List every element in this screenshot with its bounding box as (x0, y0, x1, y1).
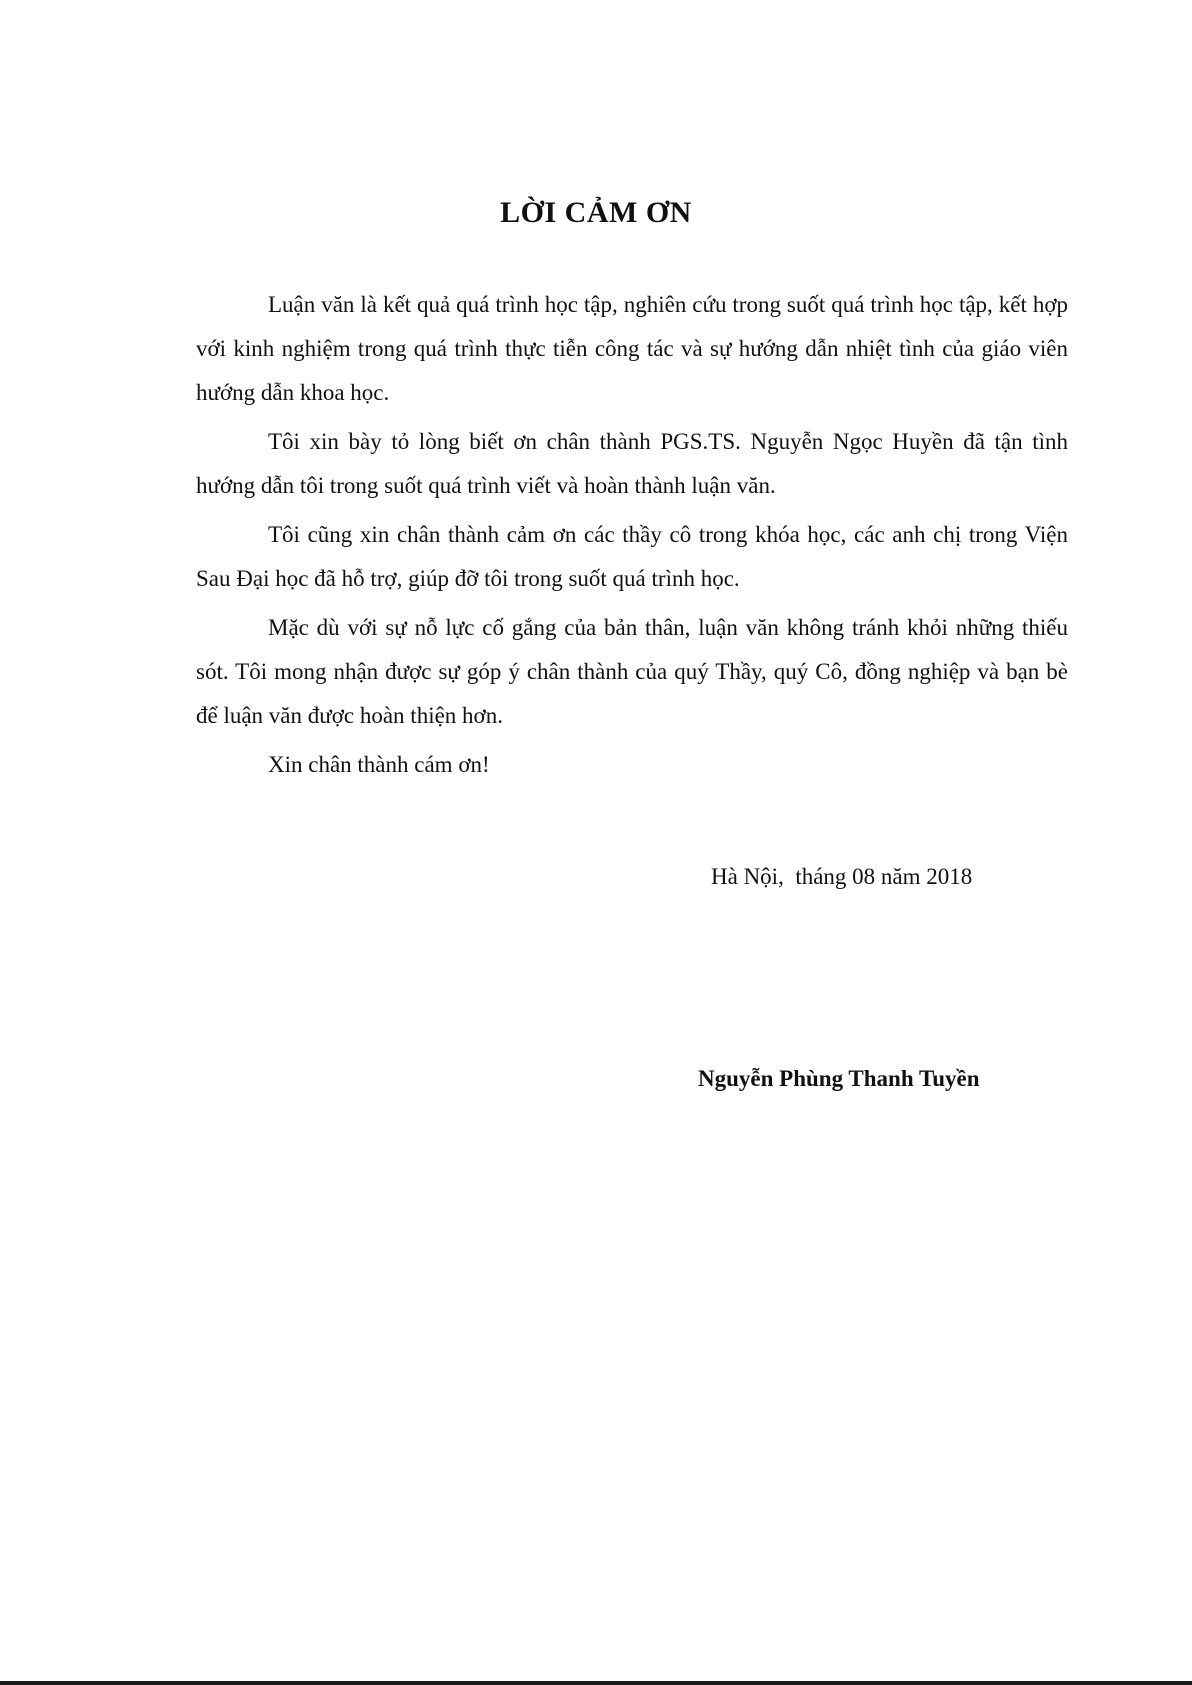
paragraph-1: Luận văn là kết quả quá trình học tập, nghiên cứu trong suốt quá trình học tập, kết hợp với kinh nghiệm trong quá trình thực tiễn công tác và sự hướng dẫn nhiệt tình của giáo viên hướng dẫn khoa học. (196, 292, 1068, 405)
body-text (196, 283, 1068, 787)
date-line: Hà Nội, tháng 08 năm 2018 (711, 864, 973, 889)
paragraph-2: Tôi xin bày tỏ lòng biết ơn chân thành PGS.TS. Nguyễn Ngọc Huyền đã tận tình hướng dẫn tôi trong suốt quá trình viết và hoàn thành luận văn. (196, 429, 1068, 498)
paragraph-3: Tôi cũng xin chân thành cảm ơn các thầy cô trong khóa học, các anh chị trong Viện Sau Đại học đã hỗ trợ, giúp đỡ tôi trong suốt quá trình học. (196, 522, 1068, 591)
page-bottom-border (0, 1681, 1192, 1685)
paragraph-4: Mặc dù với sự nỗ lực cố gắng của bản thân, luận văn không tránh khỏi những thiếu sót. Tôi mong nhận được sự góp ý chân thành của quý Thầy, quý Cô, đồng nghiệp và bạn bè để luận văn được hoàn thiện hơn. (196, 615, 1068, 728)
closing-line: Xin chân thành cám ơn! (268, 752, 490, 777)
signature-name: Nguyễn Phùng Thanh Tuyền (698, 1066, 980, 1091)
page-title: LỜI CẢM ƠN (500, 196, 692, 229)
